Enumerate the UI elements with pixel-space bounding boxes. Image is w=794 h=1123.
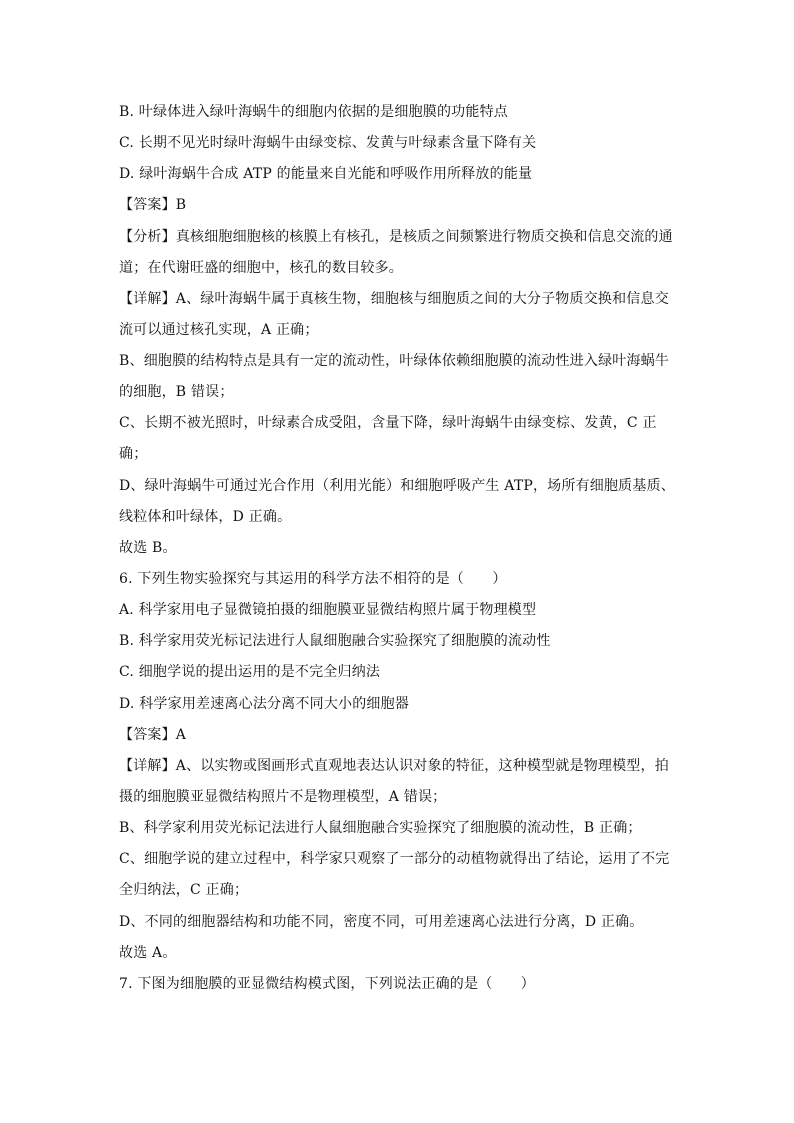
conclusion-line: 故选 B。	[119, 540, 177, 556]
option-c-line: C. 长期不见光时绿叶海蜗牛由绿变棕、发黄与叶绿素含量下降有关	[119, 135, 537, 151]
explanation-line-7: D、绿叶海蜗牛可通过光合作用（利用光能）和细胞呼吸产生 ATP，场所有细胞质基质、	[119, 478, 675, 494]
question-6-explanation-6: D、不同的细胞器结构和功能不同，密度不同，可用差速离心法进行分离，D 正确。	[119, 914, 644, 930]
analysis-line-1: 【分析】真核细胞细胞核的核膜上有核孔，是核质之间频繁进行物质交换和信息交流的通	[119, 229, 673, 245]
answer-line: 【答案】B	[119, 197, 187, 213]
explanation-line-6: 确；	[119, 446, 148, 462]
option-d-line: D. 绿叶海蜗牛合成 ATP 的能量来自光能和呼吸作用所释放的能量	[119, 166, 533, 182]
question-6-option-c: C. 细胞学说的提出运用的是不完全归纳法	[119, 664, 381, 680]
question-6-option-a: A. 科学家用电子显微镜拍摄的细胞膜亚显微结构照片属于物理模型	[119, 602, 537, 618]
analysis-line-2: 道；在代谢旺盛的细胞中，核孔的数目较多。	[119, 260, 403, 276]
question-6-explanation-2: 摄的细胞膜亚显微结构照片不是物理模型，A 错误；	[119, 789, 447, 805]
explanation-line-4: 的细胞，B 错误；	[119, 384, 234, 400]
question-6-stem: 6. 下列生物实验探究与其运用的科学方法不相符的是（ ）	[119, 571, 507, 587]
explanation-line-2: 流可以通过核孔实现，A 正确；	[119, 322, 319, 338]
question-7-stem: 7. 下图为细胞膜的亚显微结构模式图，下列说法正确的是（ ）	[119, 976, 536, 992]
question-6-conclusion: 故选 A。	[119, 945, 177, 961]
question-6-option-b: B. 科学家用荧光标记法进行人鼠细胞融合实验探究了细胞膜的流动性	[119, 633, 551, 649]
explanation-line-5: C、长期不被光照时，叶绿素合成受阻，含量下降，绿叶海蜗牛由绿变棕、发黄，C 正	[119, 415, 657, 431]
explanation-line-1: 【详解】A、绿叶海蜗牛属于真核生物，细胞核与细胞质之间的大分子物质交换和信息交	[119, 291, 669, 307]
question-6-explanation-3: B、科学家利用荧光标记法进行人鼠细胞融合实验探究了细胞膜的流动性，B 正确；	[119, 820, 642, 836]
question-6-explanation-1: 【详解】A、以实物或图画形式直观地表达认识对象的特征，这种模型就是物理模型，拍	[119, 758, 669, 774]
option-b-line: B. 叶绿体进入绿叶海蜗牛的细胞内依据的是细胞膜的功能特点	[119, 104, 508, 120]
question-6-explanation-5: 全归纳法，C 正确；	[119, 882, 249, 898]
explanation-line-8: 线粒体和叶绿体，D 正确。	[119, 509, 292, 525]
question-6-option-d: D. 科学家用差速离心法分离不同大小的细胞器	[119, 696, 410, 712]
explanation-line-3: B、细胞膜的结构特点是具有一定的流动性，叶绿体依赖细胞膜的流动性进入绿叶海蜗牛	[119, 353, 670, 369]
question-6-explanation-4: C、细胞学说的建立过程中，科学家只观察了一部分的动植物就得出了结论，运用了不完	[119, 851, 670, 867]
question-6-answer: 【答案】A	[119, 727, 187, 743]
